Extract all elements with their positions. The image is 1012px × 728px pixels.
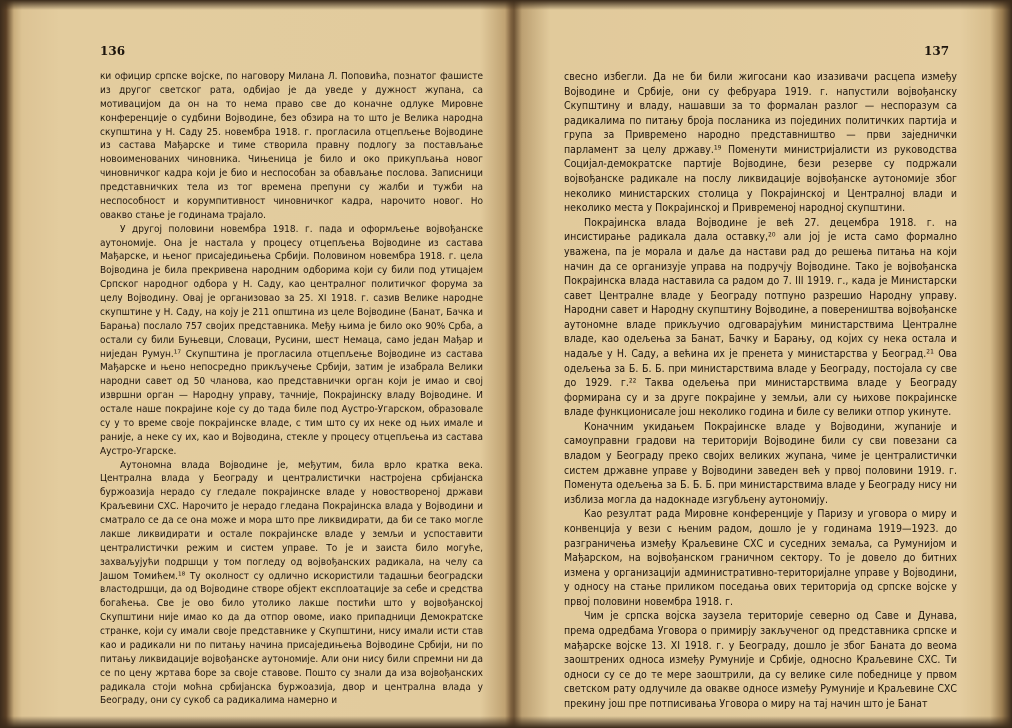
left-page-text xyxy=(100,70,483,708)
paragraph: Покрајинска влада Војводине је већ 27. децембра 1918. г. на инсистирање радикала дала оставку,²⁰ али јој је иста само формално уважена, па је морала и даље да настави рад до решења питања на који начин да се организује управа на подручју Војводине. Тако је војвођанска Покрајинска влада наставила са радом до 7. III 1919. г., када је Министарски савет Централне владе у Београду потпуно разрешио Народну управу. Народни савет и Народну скупштину Војводине, а повереништва војвођанске аутономне владе прикључио одговарајућим министарствима Централне владе, као одељења за Банат, Бачку и Барању, од којих су нека остала и надаље у Н. Саду, а већина их је пренета у министарства у Београд.²¹ Ова одељења за Б. Б. Б. при министарствима владе у Београду, постојала су све до 1929. г.²² Таква одељења при министарствима владе у Београду формирана су и за друге покрајине у земљи, али су њихове покрајинске владе функционисале још неколико година и биле су велики отпор укинуте. xyxy=(564,216,957,419)
paragraph: Коначним укидањем Покрајинске владе у Војводини, жупаније и самоуправни градови на територији Војводине били су сви повезани са владом у Београду преко својих великих жупана, чиме је централистички систем државне управе у Војводини заведен већ у првој половини 1919. г. Поменута одељења за Б. Б. Б. при министарствима владе у Београду нису ни изблиза могла да надокнаде изгубљену аутономију. xyxy=(564,420,957,506)
paragraph: ки официр српске војске, по наговору Милана Л. Поповића, познатог фашисте из другог светског рата, одбијао је да уведе у дужност жупана, са мотивацијом да он на то нема право све до коначне одлуке Мировне конференције о судбини Војводине, без обзира на то што је Велика народна скупштина у Н. Саду 25. новембра 1918. г. прогласила отцепљење Војводине из састава Мађарске и тиме створила правну подлогу за постављање новоименованих чиновника. Чињеница је било и око прикупљања новог чиновничког кадра који је био и неспособан за обављање послова. Записници представничких тела из тог времена препуни су жалби и тужби на неспособност и корумпитивност чиновничког кадра, нарочито новог. Но овакво стање је годинама трајало. xyxy=(100,71,483,221)
page-number-right: 137 xyxy=(924,44,950,58)
paragraph: Аутономна влада Војводине је, међутим, била врло кратка века. Централна влада у Београду и централистички настројена србијанска буржоазија нерадо су гледале покрајинске владе у новоствореној држави Краљевини СХС. Нарочито је нерадо гледана Покрајинска влада у Војводини и сматрало се да се она може и мора што пре ликвидирати, да би се тако могле лакше ликвидирати и остале покрајинске владе у земљи и успоставити централистички режим и систем управе. То је и заиста било могуће, захваљујући подршци у том погледу од војвођанских радикала, на челу са Јашом Томићем.¹⁸ Ту околност су одлично искористили тадашњи београдски властодршци, да од Војводине створе објект експлоатације за себе и средства богаћења. Све је ово било утолико лакше постићи што у војвођанској Скупштини није имао ко да да отпор овоме, иако припадници Демократске странке, који су имали своје представнике у Скупштини, нису имали исти став као и радикали ни по питању начина присаједињења Војводине Србији, ни по питању ликвидације војвођанске аутономије. Али они нису били спремни ни да се по цену жртава боре за своје ставове. Пошто су знали да иза војвођанских радикала стоји моћна србијанска буржоазија, двор и централна влада у Београду, они су сукоб са радикалима намерно и xyxy=(100,459,483,707)
paragraph: У другој половини новембра 1918. г. пада и оформљење војвођанске аутономије. Она је настала у процесу отцепљења Војводине из састава Мађарске, и њеног присаједињења Србији. Половином новембра 1918. г. цела Војводина је била прекривена народним одборима који су били под утицајем Српског народног одбора у Н. Саду, као централног политичког форума за целу Војводину. Овај је организовао за 25. XI 1918. г. сазив Велике народне скупштине у Н. Саду, на коју је 211 општина из целе Војводине (Банат, Бачка и Барања) послало 757 својих представника. Међу њима је било око 90% Срба, а остали су били Буњевци, Словаци, Русини, шест Немаца, само један Мађар и ниједан Румун.¹⁷ Скупштина је прогласила отцепљење Војводине из састава Мађарске и њено непосредно прикључење Србији, затим је изабрала Велики народни савет од 50 чланова, као представнички орган који је имао и свој извршни орган — Народну управу, тачније, Покрајинску владу Војводине. И остале наше покрајине које су до тада биле под Аустро-Угарском, образовале су у то време своје покрајинске владе, с тим што су их неке од њих имале и раније, а неке су их, као и Војводина, стекле у процесу отцепљења из састава Аустро-Угарске. xyxy=(100,223,483,457)
page-number-left: 136 xyxy=(100,44,126,58)
paragraph: свесно избегли. Да не би били жигосани као изазивачи расцепа између Војводине и Србије, они су фебруара 1919. г. напустили војвођанску Скупштину и владу, нашавши за то формалан разлог — неспоразум са радикалима по питању броја посланика из појединих политичких партија и група за Привремено народно представништво — први заједнички парламент за целу државу.¹⁹ Поменути министријалисти из руководства Социјал-демократске партије Војводине, бези резерве су подржали војвођанске радикале на послу ликвидације војвођанске аутономије због неколико министарских столица у Покрајинској и Централној влади и неколико места у Покрајинској и Привременој народној скупштини. xyxy=(564,71,957,215)
paragraph: Чим је српска војска заузела територије северно од Саве и Дунава, према одредбама Уговора о примирју закљученог од представника српске и мађарске војске 13. XI 1918. г. у Београду, дошло је због Баната до веома заоштрених односа између Румуније и Србије, односно Краљевине СХС. Ти односи су се до те мере заоштрили, да су велике силе победнице у првом светском рату одлучиле да овакве односе између Румуније и Краљевине СХС прекину још пре потписивања Уговора о миру на тај начин што је Банат xyxy=(564,610,957,710)
right-page xyxy=(514,0,1012,728)
paragraph: Као резултат рада Мировне конференције у Паризу и уговора о миру и конвенција у вези с њеним радом, дошло је у годинама 1919—1923. до разграничења између Краљевине СХС и суседних земаља, са Румунијом и Мађарском, на војвођанском граничном сектору. То је довело до битних измена у организацији административно-територијалне управе у Војводини, у односу на стање приликом поседања ових територија од српске војске у првој половини новембра 1918. г. xyxy=(564,508,957,608)
right-page-text xyxy=(564,70,957,711)
